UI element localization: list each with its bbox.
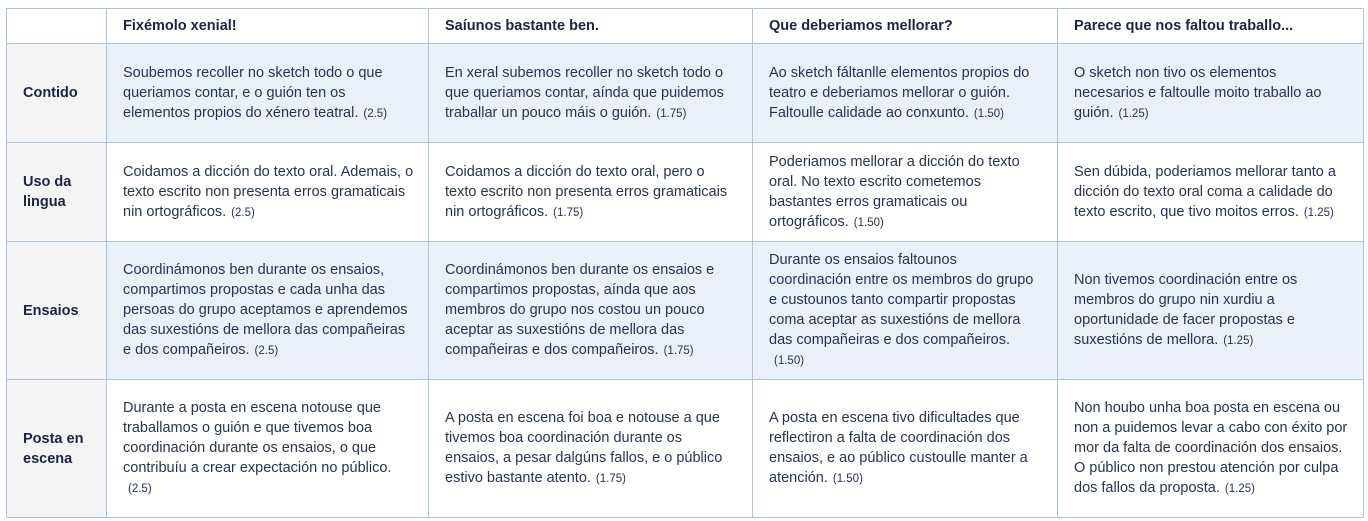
table-cell <box>753 143 1058 242</box>
cell-text: Poderiamos mellorar a dicción do texto oral. No texto escrito cometemos bastantes erros gramaticais ou ortográficos. <box>769 153 1020 230</box>
cell-text: A posta en escena tivo dificultades que reflectiron a falta de coordinación dos ensaios, e ao público custoulle manter a atención. <box>769 410 1028 486</box>
cell-text: Ao sketch fáltanlle elementos propios do teatro e deberiamos mellorar o guión. Faltoulle calidade ao conxunto. <box>769 64 1030 121</box>
cell-text: Durante os ensaios faltounos coordinación entre os membros do grupo e custounos tanto compartir propostas coma aceptar as suxestións de mellora das compañeiras e dos compañeiros. <box>769 252 1034 348</box>
header-level-3: Que deberiamos mellorar? <box>753 9 1058 44</box>
table-cell <box>429 242 753 380</box>
table-cell <box>429 380 753 518</box>
header-level-4: Parece que nos faltou traballo... <box>1058 9 1364 44</box>
cell-text: Sen dúbida, poderiamos mellorar tanto a dicción do texto oral coma a calidade do texto escrito, que tivo moitos erros. <box>1074 163 1336 220</box>
cell-text: Soubemos recoller no sketch todo o que queriamos contar, e o guión ten os elementos propios do xénero teatral. <box>123 64 383 121</box>
cell-score: (1.25) <box>1224 483 1255 495</box>
header-level-2: Saíunos bastante ben. <box>429 9 753 44</box>
table-cell <box>1058 143 1364 242</box>
cell-text: A posta en escena foi boa e notouse a que tivemos boa coordinación durante os ensaios, a pesar dalgúns fallos, e o público estivo bastante atento. <box>445 410 723 486</box>
row-label-uso-da-lingua: Uso da lingua <box>7 143 107 242</box>
row-label-contido: Contido <box>7 44 107 143</box>
cell-text: Coordinámonos ben durante os ensaios, compartimos propostas e cada unha das persoas do grupo aceptamos e aprendemos das suxestións de mellora das compañeiras e dos compañeiros. <box>123 262 408 358</box>
cell-text: Durante a posta en escena notouse que traballamos o guión e que tivemos boa coordinación durante os ensaios, o que contribuíu a crear expectación no público. <box>123 400 392 476</box>
cell-score: (2.5) <box>231 206 255 219</box>
cell-score: (2.5) <box>363 107 388 120</box>
cell-text: Coidamos a dicción do texto oral, pero o texto escrito non presenta erros gramaticais nin ortográficos. <box>445 163 728 220</box>
cell-score: (1.75) <box>656 107 687 120</box>
table-cell <box>107 143 429 242</box>
table-cell <box>429 44 753 143</box>
table-cell <box>107 380 429 518</box>
table-cell <box>753 380 1058 518</box>
table-cell <box>1058 242 1364 380</box>
cell-text: Coidamos a dicción do texto oral. Ademais, o texto escrito non presenta erros gramaticais nin ortográficos. <box>123 163 414 220</box>
cell-score: (1.75) <box>663 345 694 357</box>
cell-text: Non houbo unha boa posta en escena ou non a puidemos levar a cabo con éxito por mor da falta de coordinación dos ensaios. O público non prestou atención por culpa dos fallos da proposta. <box>1074 400 1348 496</box>
cell-score: (2.5) <box>254 345 279 357</box>
table-row <box>7 44 1364 143</box>
table-row <box>7 143 1364 242</box>
table-cell <box>753 44 1058 143</box>
table-cell <box>429 143 753 242</box>
cell-score: (2.5) <box>128 483 152 495</box>
cell-score: (1.75) <box>595 473 626 485</box>
cell-score: (1.25) <box>1118 107 1149 120</box>
cell-text: En xeral subemos recoller no sketch todo o que queriamos contar, aínda que puidemos traballar un pouco máis o guión. <box>445 64 724 121</box>
table-cell <box>107 44 429 143</box>
cell-score: (1.50) <box>853 216 884 229</box>
cell-text: Coordinámonos ben durante os ensaios e compartimos propostas, aínda que aos membros do grupo nos costou un pouco aceptar as suxestións de mellora das compañeiras e dos compañeiros. <box>445 262 715 358</box>
header-row <box>7 9 1364 44</box>
cell-score: (1.50) <box>973 107 1004 120</box>
rubric-table-wrapper <box>6 8 1363 518</box>
table-cell <box>1058 380 1364 518</box>
table-cell <box>753 242 1058 380</box>
cell-text: O sketch non tivo os elementos necesarios e faltoulle moito traballo ao guión. <box>1074 64 1322 121</box>
cell-text: Non tivemos coordinación entre os membros do grupo nin xurdiu a oportunidade de facer propostas e suxestións de mellora. <box>1074 272 1298 348</box>
row-label-posta-en-escena: Posta en escena <box>7 380 107 518</box>
table-cell <box>107 242 429 380</box>
rubric-table <box>6 8 1364 518</box>
cell-score: (1.50) <box>832 473 863 485</box>
header-corner-cell <box>7 9 107 44</box>
header-level-1: Fixémolo xenial! <box>107 9 429 44</box>
cell-score: (1.50) <box>774 355 805 367</box>
cell-score: (1.25) <box>1303 206 1334 219</box>
table-row <box>7 380 1364 518</box>
row-label-ensaios: Ensaios <box>7 242 107 380</box>
table-cell <box>1058 44 1364 143</box>
cell-score: (1.25) <box>1223 335 1254 347</box>
table-row <box>7 242 1364 380</box>
cell-score: (1.75) <box>553 206 584 219</box>
